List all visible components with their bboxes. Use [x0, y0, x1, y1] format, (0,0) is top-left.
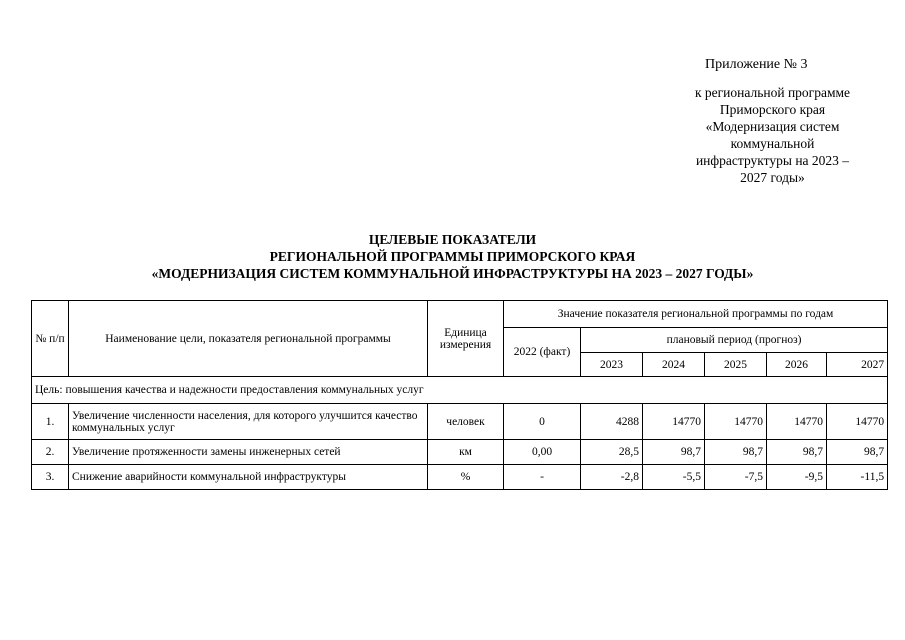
appendix-line: к региональной программе: [694, 85, 851, 100]
row-value: 14770: [767, 404, 827, 440]
row-name: Снижение аварийности коммунальной инфраструктуры: [69, 465, 428, 490]
row-unit: км: [428, 440, 504, 465]
header-fact-2022: 2022 (факт): [504, 328, 581, 377]
header-name: Наименование цели, показателя региональной программы: [69, 301, 428, 377]
row-value: 98,7: [705, 440, 767, 465]
table-row: [32, 440, 888, 465]
row-value: -9,5: [767, 465, 827, 490]
row-fact: 0: [504, 404, 581, 440]
row-value: 98,7: [643, 440, 705, 465]
document-heading-line-3: «МОДЕРНИЗАЦИЯ СИСТЕМ КОММУНАЛЬНОЙ ИНФРАСТРУКТУРЫ НА 2023 – 2027 ГОДЫ»: [151, 266, 754, 281]
row-value: -7,5: [705, 465, 767, 490]
header-year: 2026: [767, 353, 827, 377]
appendix-line: коммунальной: [730, 136, 815, 151]
row-number: 1.: [32, 404, 69, 440]
header-unit: Единица измерения: [428, 301, 504, 377]
appendix-line: 2027 годы»: [740, 170, 805, 185]
row-number: 2.: [32, 440, 69, 465]
row-value: 14770: [705, 404, 767, 440]
row-value: 98,7: [827, 440, 888, 465]
appendix-subtitle: [655, 84, 890, 186]
document-heading-line-1: ЦЕЛЕВЫЕ ПОКАЗАТЕЛИ: [368, 232, 537, 247]
appendix-line: Приморского края: [719, 102, 826, 117]
row-value: 98,7: [767, 440, 827, 465]
row-number: 3.: [32, 465, 69, 490]
row-value: 28,5: [581, 440, 643, 465]
indicators-table: [31, 300, 888, 490]
row-value: 14770: [827, 404, 888, 440]
appendix-line: инфраструктуры на 2023 –: [695, 153, 850, 168]
header-year: 2025: [705, 353, 767, 377]
goal-row: Цель: повышения качества и надежности предоставления коммунальных услуг: [32, 377, 888, 404]
row-fact: 0,00: [504, 440, 581, 465]
header-values-group: Значение показателя региональной программы по годам: [504, 301, 888, 328]
row-unit: %: [428, 465, 504, 490]
header-number: № п/п: [32, 301, 69, 377]
row-unit: человек: [428, 404, 504, 440]
row-name: Увеличение численности населения, для которого улучшится качество коммунальных услуг: [69, 404, 428, 440]
appendix-line: «Модернизация систем: [705, 119, 840, 134]
document-heading-line-2: РЕГИОНАЛЬНОЙ ПРОГРАММЫ ПРИМОРСКОГО КРАЯ: [269, 249, 636, 264]
row-value: -11,5: [827, 465, 888, 490]
header-year: 2023: [581, 353, 643, 377]
header-planned-period: плановый период (прогноз): [581, 328, 888, 353]
row-value: 14770: [643, 404, 705, 440]
table-row: [32, 404, 888, 440]
table-row: [32, 465, 888, 490]
row-value: -5,5: [643, 465, 705, 490]
header-year: 2027: [827, 353, 888, 377]
header-year: 2024: [643, 353, 705, 377]
row-fact: -: [504, 465, 581, 490]
appendix-title: Приложение № 3: [705, 57, 808, 72]
row-value: 4288: [581, 404, 643, 440]
row-value: -2,8: [581, 465, 643, 490]
row-name: Увеличение протяженности замены инженерных сетей: [69, 440, 428, 465]
